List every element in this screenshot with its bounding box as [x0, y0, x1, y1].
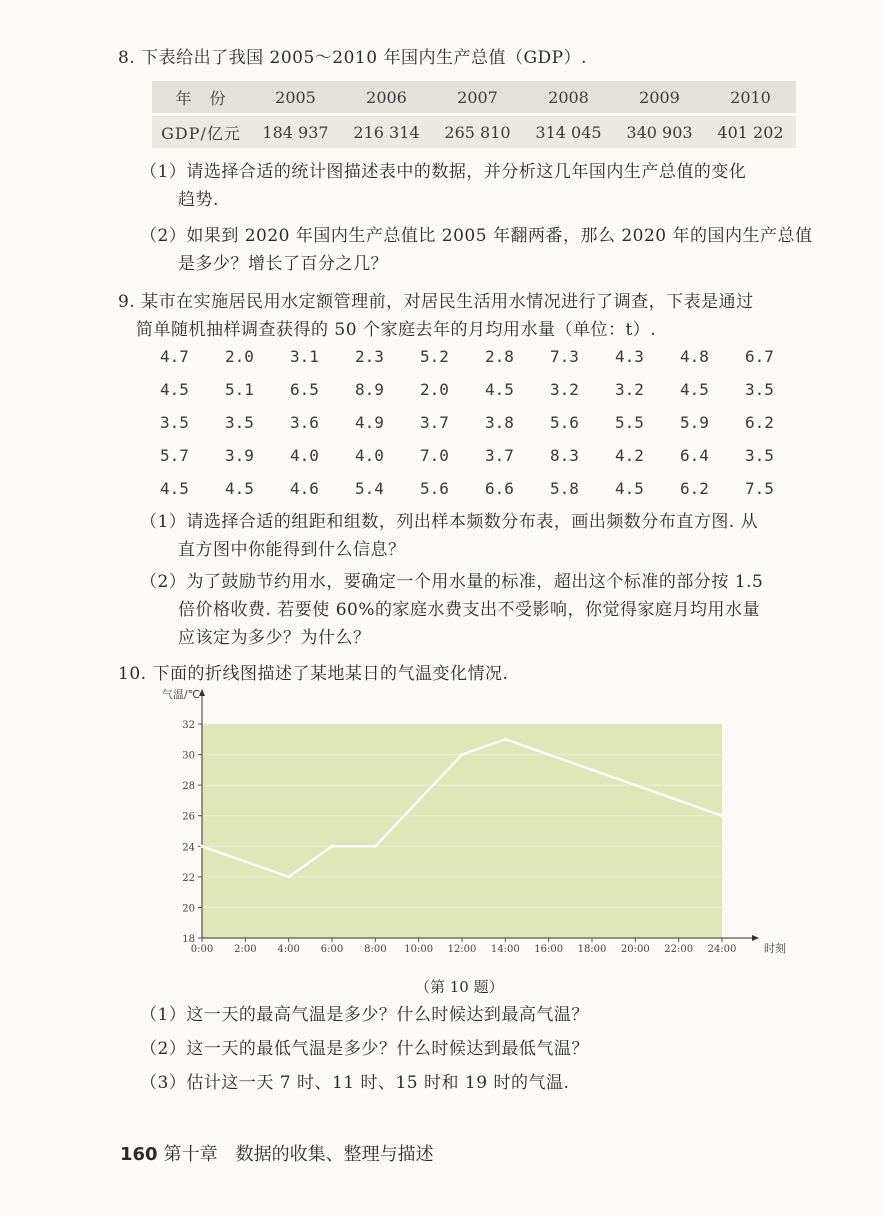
- water-data-cell: 6.2: [745, 413, 774, 432]
- q9-stem-line2: 简单随机抽样调查获得的 50 个家庭去年的月均用水量（单位：t）.: [136, 320, 657, 340]
- gdp-year-cell: 2010: [705, 81, 796, 113]
- water-data-cell: 4.7: [160, 347, 189, 366]
- water-data-cell: 7.5: [745, 479, 774, 498]
- q10-stem: 10. 下面的折线图描述了某地某日的气温变化情况.: [118, 664, 509, 684]
- data-point: [547, 753, 550, 756]
- water-data-cell: 3.1: [290, 347, 319, 366]
- water-data-cell: 3.5: [225, 413, 254, 432]
- water-data-cell: 4.5: [225, 479, 254, 498]
- gdp-table: [152, 78, 796, 151]
- gdp-year-cell: 2009: [614, 81, 705, 113]
- x-tick-label: 8:00: [364, 944, 387, 955]
- water-data-cell: 4.3: [615, 347, 644, 366]
- water-data-cell: 4.0: [355, 446, 384, 465]
- gdp-value-cell: 184 937: [250, 116, 341, 148]
- y-tick-label: 24: [182, 842, 195, 854]
- water-data-cell: 4.8: [680, 347, 709, 366]
- water-usage-grid: [160, 340, 810, 505]
- data-point: [590, 768, 593, 771]
- water-data-cell: 2.0: [225, 347, 254, 366]
- water-data-cell: 3.2: [550, 380, 579, 399]
- data-point: [677, 799, 680, 802]
- water-data-row: [160, 472, 810, 505]
- data-point: [244, 860, 247, 863]
- water-data-cell: 3.5: [745, 446, 774, 465]
- water-data-cell: 5.6: [420, 479, 449, 498]
- q8-sub1-line2: 趋势.: [178, 190, 219, 210]
- x-tick-label: 4:00: [277, 944, 300, 955]
- x-tick-label: 16:00: [534, 944, 564, 955]
- y-tick-label: 28: [182, 781, 195, 793]
- water-data-cell: 6.4: [680, 446, 709, 465]
- water-data-cell: 3.7: [420, 413, 449, 432]
- gdp-value-cell: 401 202: [705, 116, 796, 148]
- y-axis-label: 气温/℃: [162, 688, 201, 701]
- q8-stem: 8. 下表给出了我国 2005～2010 年国内生产总值（GDP）.: [118, 48, 588, 68]
- x-tick-label: 2:00: [234, 944, 257, 955]
- x-tick-label: 0:00: [190, 944, 214, 955]
- water-data-cell: 4.6: [290, 479, 319, 498]
- y-tick-label: 20: [182, 903, 195, 915]
- water-data-row: [160, 373, 810, 406]
- water-data-cell: 5.5: [615, 413, 644, 432]
- gdp-value-cell: 265 810: [432, 116, 523, 148]
- water-data-cell: 3.5: [745, 380, 774, 399]
- temperature-line-chart: [150, 688, 786, 968]
- data-point: [504, 738, 507, 741]
- water-data-cell: 4.5: [160, 479, 189, 498]
- data-point: [417, 799, 420, 802]
- q9-sub2-line2: 倍价格收费. 若要使 60%的家庭水费支出不受影响，你觉得家庭月均用水量: [178, 600, 760, 620]
- y-tick-label: 18: [182, 934, 195, 945]
- water-data-cell: 2.8: [485, 347, 514, 366]
- water-data-cell: 5.1: [225, 380, 254, 399]
- y-tick-label: 26: [182, 811, 195, 823]
- water-data-row: [160, 406, 810, 439]
- water-data-cell: 3.6: [290, 413, 319, 432]
- water-data-cell: 8.9: [355, 380, 384, 399]
- water-data-cell: 6.7: [745, 347, 774, 366]
- water-data-cell: 5.8: [550, 479, 579, 498]
- x-tick-label: 12:00: [447, 944, 477, 955]
- water-data-cell: 5.7: [160, 446, 189, 465]
- gdp-year-cell: 2007: [432, 81, 523, 113]
- q10-sub3: （3）估计这一天 7 时、11 时、15 时和 19 时的气温.: [140, 1073, 570, 1093]
- data-point: [460, 753, 463, 756]
- gdp-year-cell: 2008: [523, 81, 614, 113]
- x-axis-arrow: [752, 935, 759, 941]
- water-data-cell: 4.5: [485, 380, 514, 399]
- water-data-cell: 7.3: [550, 347, 579, 366]
- gdp-value-cell: 340 903: [614, 116, 705, 148]
- data-point: [200, 845, 203, 848]
- x-tick-label: 18:00: [577, 944, 607, 955]
- water-data-cell: 3.9: [225, 446, 254, 465]
- q10-sub1: （1）这一天的最高气温是多少？什么时候达到最高气温？: [140, 1005, 589, 1025]
- water-data-cell: 6.5: [290, 380, 319, 399]
- water-data-cell: 3.7: [485, 446, 514, 465]
- water-data-cell: 8.3: [550, 446, 579, 465]
- water-data-row: [160, 439, 810, 472]
- data-point: [287, 875, 290, 878]
- page-number: 160: [120, 1144, 158, 1165]
- x-tick-label: 14:00: [490, 944, 520, 955]
- water-data-row: [160, 340, 810, 373]
- water-data-cell: 5.2: [420, 347, 449, 366]
- x-tick-label: 6:00: [320, 944, 344, 955]
- water-data-cell: 6.6: [485, 479, 514, 498]
- q10-sub2: （2）这一天的最低气温是多少？什么时候达到最低气温？: [140, 1039, 589, 1059]
- page-footer: [120, 1140, 434, 1166]
- water-data-cell: 7.0: [420, 446, 449, 465]
- gdp-value-cell: 216 314: [341, 116, 432, 148]
- water-data-cell: 5.4: [355, 479, 384, 498]
- x-tick-label: 22:00: [664, 944, 694, 955]
- water-data-cell: 4.5: [615, 479, 644, 498]
- gdp-year-label: 年 份: [152, 81, 250, 113]
- data-point: [720, 814, 723, 817]
- x-tick-label: 24:00: [707, 944, 737, 955]
- y-tick-label: 22: [182, 872, 195, 884]
- water-data-cell: 3.8: [485, 413, 514, 432]
- gdp-table-value-row: [152, 116, 796, 148]
- water-data-cell: 5.9: [680, 413, 709, 432]
- gdp-year-cell: 2005: [250, 81, 341, 113]
- x-tick-label: 20:00: [620, 944, 650, 955]
- water-data-cell: 5.6: [550, 413, 579, 432]
- q9-sub2-line1: （2）为了鼓励节约用水，要确定一个用水量的标准，超出这个标准的部分按 1.5: [140, 572, 764, 592]
- chart-caption: （第 10 题）: [415, 978, 504, 996]
- gdp-row-label: GDP/亿元: [152, 116, 250, 148]
- water-data-cell: 4.0: [290, 446, 319, 465]
- q8-sub2-line1: （2）如果到 2020 年国内生产总值比 2005 年翻两番，那么 2020 年的国内生产总值: [140, 226, 813, 246]
- q8-sub1-line1: （1）请选择合适的统计图描述表中的数据，并分析这几年国内生产总值的变化: [140, 162, 747, 182]
- y-tick-label: 30: [182, 750, 195, 762]
- data-point: [374, 845, 377, 848]
- y-tick-label: 32: [182, 720, 195, 731]
- water-data-cell: 4.9: [355, 413, 384, 432]
- water-data-cell: 4.5: [160, 380, 189, 399]
- q9-stem-line1: 9. 某市在实施居民用水定额管理前，对居民生活用水情况进行了调查，下表是通过: [118, 292, 754, 312]
- x-tick-label: 10:00: [404, 944, 434, 955]
- x-axis-label: 时刻: [764, 942, 786, 955]
- water-data-cell: 3.5: [160, 413, 189, 432]
- water-data-cell: 4.5: [680, 380, 709, 399]
- chapter-title: 第十章 数据的收集、整理与描述: [163, 1144, 434, 1165]
- gdp-table-header-row: [152, 81, 796, 113]
- water-data-cell: 2.3: [355, 347, 384, 366]
- data-point: [634, 784, 637, 787]
- q9-sub2-line3: 应该定为多少？为什么？: [178, 628, 371, 648]
- data-point: [330, 845, 333, 848]
- q9-sub1-line2: 直方图中你能得到什么信息？: [178, 540, 406, 560]
- q9-sub1-line1: （1）请选择合适的组距和组数，列出样本频数分布表，画出频数分布直方图. 从: [140, 512, 759, 532]
- gdp-value-cell: 314 045: [523, 116, 614, 148]
- water-data-cell: 4.2: [615, 446, 644, 465]
- water-data-cell: 2.0: [420, 380, 449, 399]
- water-data-cell: 6.2: [680, 479, 709, 498]
- q8-sub2-line2: 是多少？增长了百分之几？: [178, 254, 388, 274]
- gdp-year-cell: 2006: [341, 81, 432, 113]
- water-data-cell: 3.2: [615, 380, 644, 399]
